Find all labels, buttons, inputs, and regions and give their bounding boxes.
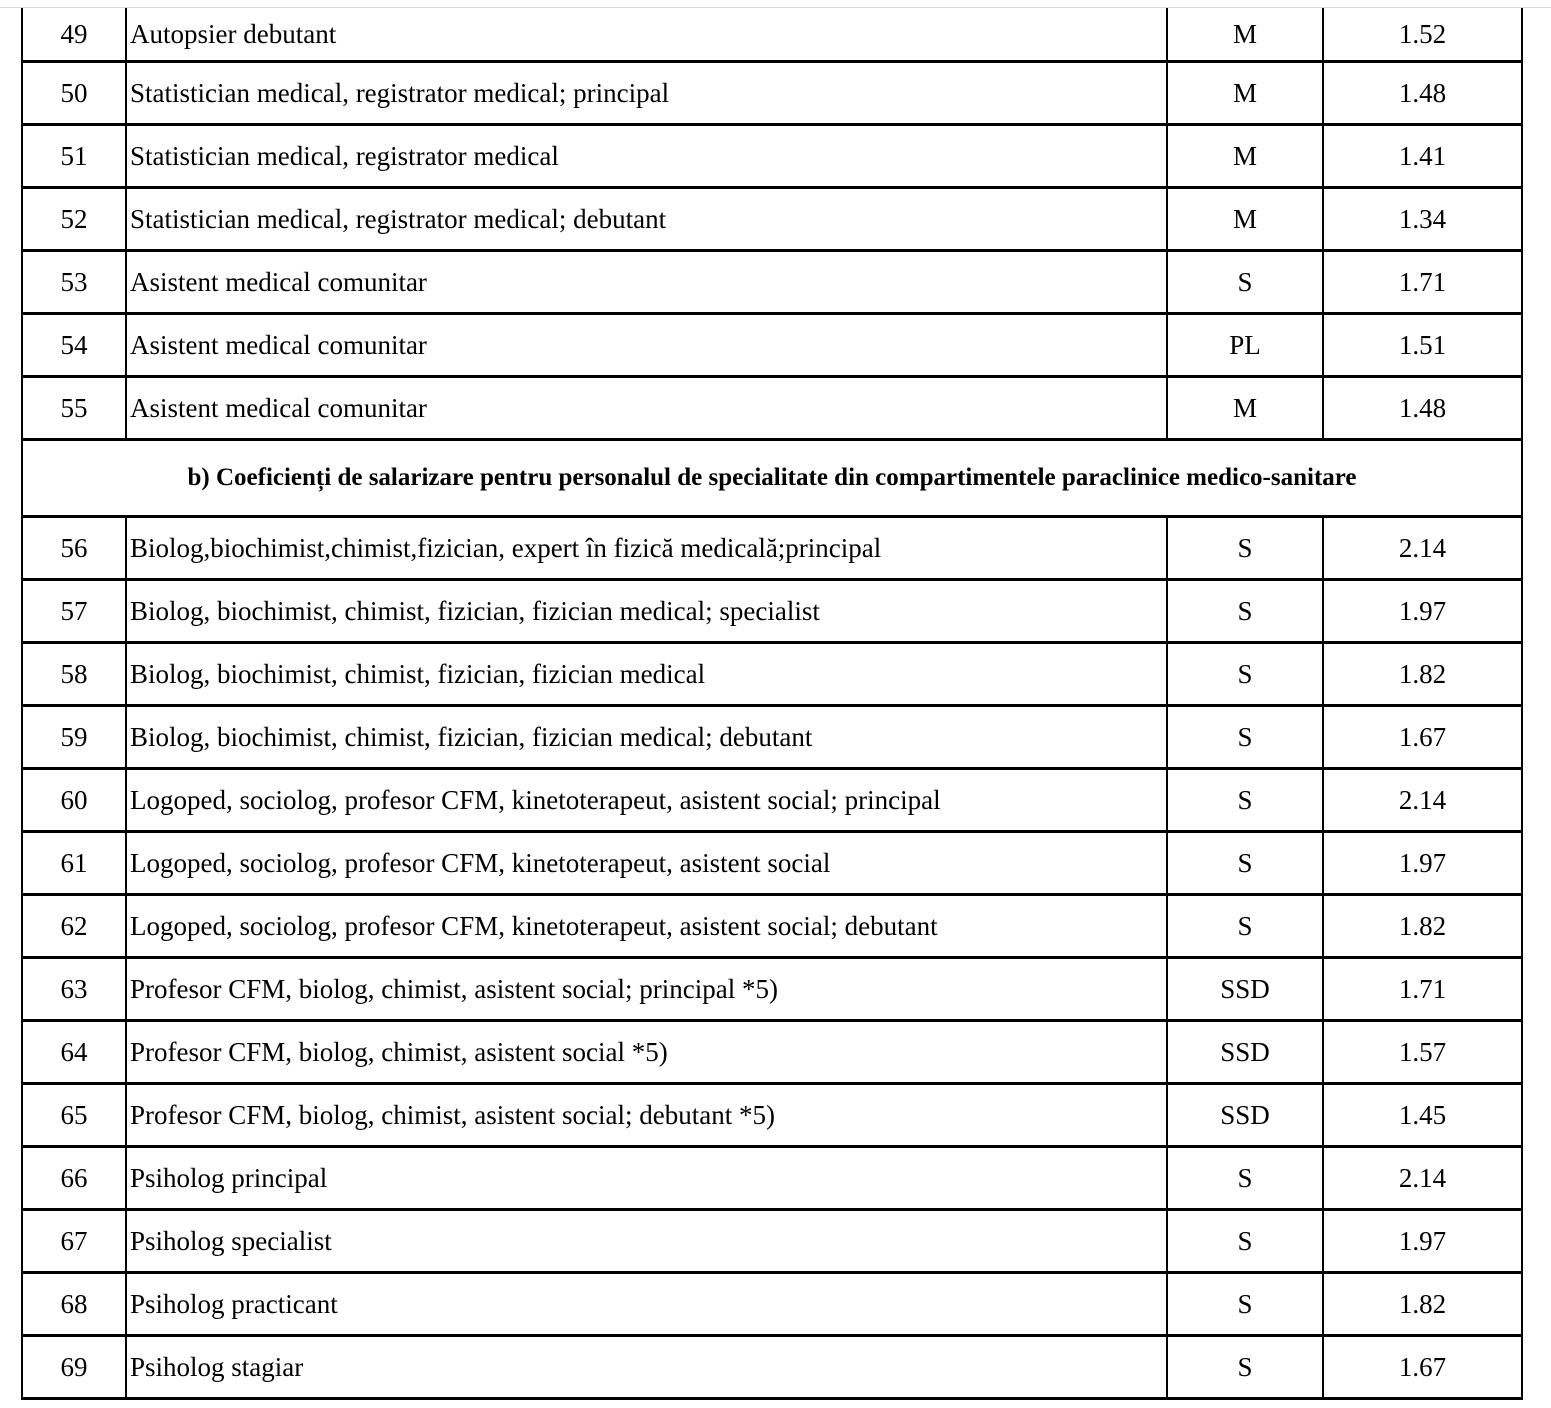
job-title-cell: Asistent medical comunitar [126, 314, 1167, 377]
table-row [22, 1147, 1522, 1210]
education-level-cell: S [1167, 1210, 1323, 1273]
job-title-cell: Autopsier debutant [126, 8, 1167, 62]
job-title-cell: Logoped, sociolog, profesor CFM, kinetoterapeut, asistent social; debutant [126, 895, 1167, 958]
salary-coefficient-cell: 1.51 [1323, 314, 1522, 377]
job-title-cell: Profesor CFM, biolog, chimist, asistent social; principal *5) [126, 958, 1167, 1021]
salary-coefficient-cell: 1.97 [1323, 580, 1522, 643]
education-level-cell: M [1167, 188, 1323, 251]
row-number-cell: 68 [22, 1273, 126, 1336]
job-title-cell: Asistent medical comunitar [126, 251, 1167, 314]
table-row [22, 251, 1522, 314]
job-title-cell: Logoped, sociolog, profesor CFM, kinetoterapeut, asistent social; principal [126, 769, 1167, 832]
salary-coefficient-cell: 1.71 [1323, 958, 1522, 1021]
education-level-cell: S [1167, 580, 1323, 643]
row-number-cell: 63 [22, 958, 126, 1021]
table-row [22, 895, 1522, 958]
table-row [22, 1336, 1522, 1399]
row-number-cell: 58 [22, 643, 126, 706]
row-number-cell: 56 [22, 517, 126, 580]
table-row [22, 580, 1522, 643]
table-body-section-a [22, 8, 1522, 440]
row-number-cell: 52 [22, 188, 126, 251]
salary-coefficient-cell: 2.14 [1323, 769, 1522, 832]
job-title-cell: Biolog,biochimist,chimist,fizician, expert în fizică medicală;principal [126, 517, 1167, 580]
job-title-cell: Profesor CFM, biolog, chimist, asistent social *5) [126, 1021, 1167, 1084]
salary-coefficient-cell: 1.67 [1323, 706, 1522, 769]
table-row [22, 1084, 1522, 1147]
table-row [22, 62, 1522, 125]
salary-coefficient-cell: 1.67 [1323, 1336, 1522, 1399]
education-level-cell: M [1167, 8, 1323, 62]
table-row [22, 643, 1522, 706]
job-title-cell: Profesor CFM, biolog, chimist, asistent social; debutant *5) [126, 1084, 1167, 1147]
salary-coefficient-cell: 1.48 [1323, 377, 1522, 440]
education-level-cell: S [1167, 832, 1323, 895]
row-number-cell: 66 [22, 1147, 126, 1210]
education-level-cell: S [1167, 1147, 1323, 1210]
job-title-cell: Biolog, biochimist, chimist, fizician, fizician medical; debutant [126, 706, 1167, 769]
job-title-cell: Biolog, biochimist, chimist, fizician, fizician medical [126, 643, 1167, 706]
table-body-section-b [22, 517, 1522, 1399]
table-row [22, 1210, 1522, 1273]
education-level-cell: S [1167, 643, 1323, 706]
table-row [22, 706, 1522, 769]
row-number-cell: 57 [22, 580, 126, 643]
job-title-cell: Logoped, sociolog, profesor CFM, kinetoterapeut, asistent social [126, 832, 1167, 895]
table-row [22, 8, 1522, 62]
job-title-cell: Biolog, biochimist, chimist, fizician, fizician medical; specialist [126, 580, 1167, 643]
row-number-cell: 67 [22, 1210, 126, 1273]
education-level-cell: S [1167, 706, 1323, 769]
table-row [22, 314, 1522, 377]
row-number-cell: 51 [22, 125, 126, 188]
education-level-cell: PL [1167, 314, 1323, 377]
table-row [22, 517, 1522, 580]
row-number-cell: 62 [22, 895, 126, 958]
salary-coefficient-cell: 1.48 [1323, 62, 1522, 125]
job-title-cell: Psiholog specialist [126, 1210, 1167, 1273]
table-row [22, 832, 1522, 895]
education-level-cell: SSD [1167, 958, 1323, 1021]
job-title-cell: Statistician medical, registrator medical [126, 125, 1167, 188]
section-heading-row [22, 440, 1522, 517]
job-title-cell: Psiholog stagiar [126, 1336, 1167, 1399]
education-level-cell: S [1167, 1336, 1323, 1399]
salary-coefficient-cell: 1.41 [1323, 125, 1522, 188]
table-row [22, 1273, 1522, 1336]
education-level-cell: S [1167, 251, 1323, 314]
education-level-cell: S [1167, 517, 1323, 580]
table-row [22, 125, 1522, 188]
education-level-cell: S [1167, 895, 1323, 958]
salary-coefficient-cell: 1.82 [1323, 643, 1522, 706]
salary-coefficient-cell: 1.52 [1323, 8, 1522, 62]
salary-coefficient-cell: 1.34 [1323, 188, 1522, 251]
salary-coefficient-cell: 2.14 [1323, 1147, 1522, 1210]
salary-coefficient-cell: 1.97 [1323, 1210, 1522, 1273]
table-row [22, 1021, 1522, 1084]
salary-coefficient-cell: 1.97 [1323, 832, 1522, 895]
job-title-cell: Asistent medical comunitar [126, 377, 1167, 440]
table-body-section-b-heading [22, 440, 1522, 517]
education-level-cell: S [1167, 1273, 1323, 1336]
job-title-cell: Statistician medical, registrator medical; principal [126, 62, 1167, 125]
row-number-cell: 49 [22, 8, 126, 62]
row-number-cell: 53 [22, 251, 126, 314]
salary-coefficient-cell: 1.57 [1323, 1021, 1522, 1084]
education-level-cell: S [1167, 769, 1323, 832]
row-number-cell: 64 [22, 1021, 126, 1084]
job-title-cell: Statistician medical, registrator medical; debutant [126, 188, 1167, 251]
table-row [22, 188, 1522, 251]
salary-coefficients-table-container [21, 8, 1521, 1400]
table-row [22, 377, 1522, 440]
salary-coefficient-cell: 1.82 [1323, 895, 1522, 958]
section-b-heading: b) Coeficienți de salarizare pentru personalul de specialitate din compartimentele paraclinice medico-sanitare [22, 440, 1522, 517]
education-level-cell: SSD [1167, 1021, 1323, 1084]
salary-coefficient-cell: 2.14 [1323, 517, 1522, 580]
row-number-cell: 69 [22, 1336, 126, 1399]
row-number-cell: 65 [22, 1084, 126, 1147]
job-title-cell: Psiholog principal [126, 1147, 1167, 1210]
row-number-cell: 54 [22, 314, 126, 377]
table-row [22, 958, 1522, 1021]
salary-coefficient-cell: 1.82 [1323, 1273, 1522, 1336]
row-number-cell: 61 [22, 832, 126, 895]
education-level-cell: M [1167, 125, 1323, 188]
row-number-cell: 50 [22, 62, 126, 125]
salary-coefficient-cell: 1.71 [1323, 251, 1522, 314]
education-level-cell: SSD [1167, 1084, 1323, 1147]
row-number-cell: 59 [22, 706, 126, 769]
salary-coefficient-cell: 1.45 [1323, 1084, 1522, 1147]
table-row [22, 769, 1522, 832]
row-number-cell: 55 [22, 377, 126, 440]
row-number-cell: 60 [22, 769, 126, 832]
job-title-cell: Psiholog practicant [126, 1273, 1167, 1336]
education-level-cell: M [1167, 377, 1323, 440]
education-level-cell: M [1167, 62, 1323, 125]
salary-coefficients-table [21, 8, 1523, 1400]
